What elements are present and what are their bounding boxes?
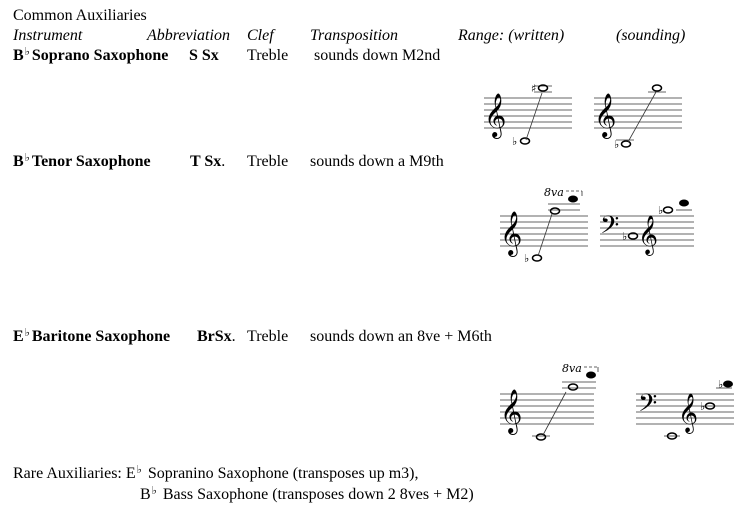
low-note — [622, 141, 631, 147]
treble-clef-icon: 𝄞 — [500, 211, 523, 255]
mid-note — [569, 384, 578, 390]
instrument-name: Soprano Saxophone — [31, 47, 169, 64]
column-header-abbreviation: Abbreviation — [147, 27, 230, 44]
instrument-name: Tenor Saxophone — [31, 153, 151, 170]
low-note — [521, 138, 530, 144]
high-note — [569, 196, 578, 202]
rare-text: Sopranino Saxophone (transposes up m3), — [143, 465, 419, 482]
abbreviation-baritone — [197, 328, 236, 346]
transposition-tenor: sounds down a M9th — [310, 153, 444, 170]
treble-clef-icon: 𝄞 — [500, 389, 523, 433]
flat-accidental-icon: ♭ — [512, 135, 518, 148]
treble-clef-icon: 𝄞 — [484, 93, 507, 137]
instrument-key: B — [13, 47, 24, 64]
rare-auxiliaries-line-2 — [140, 486, 474, 505]
column-header-transposition: Transposition — [310, 27, 399, 44]
flat-accidental-icon: ♭ — [614, 138, 620, 151]
clef-baritone: Treble — [247, 328, 289, 345]
flat-sign: ♭ — [151, 485, 157, 497]
flat-accidental-icon: ♭ — [718, 378, 724, 391]
instrument-baritone-saxophone — [13, 328, 170, 347]
column-header-range-written: Range: (written) — [458, 27, 565, 44]
abbreviation-suffix: . — [231, 328, 236, 345]
rare-text: Bass Saxophone (transposes down 2 8ves + M2) — [158, 486, 474, 503]
octave-marking: 8va — [544, 186, 564, 199]
flat-sign: ♭ — [24, 152, 30, 164]
column-header-range-sounding: (sounding) — [616, 27, 686, 44]
flat-accidental-icon: ♭ — [524, 252, 530, 265]
baritone-sounding-range-staff — [632, 362, 742, 444]
transposition-soprano: sounds down M2nd — [314, 47, 441, 64]
transposition-baritone: sounds down an 8ve + M6th — [310, 328, 492, 345]
instrument-key: E — [13, 328, 24, 345]
section-heading: Common Auxiliaries — [13, 7, 147, 24]
instrument-key: B — [13, 153, 24, 170]
sharp-accidental-icon: ♯ — [531, 82, 537, 95]
mid-note — [664, 207, 673, 213]
low-note — [537, 434, 546, 440]
flat-sign: ♭ — [24, 327, 30, 339]
tenor-sounding-range-staff — [596, 184, 706, 264]
range-line — [628, 92, 656, 142]
ledger-lines — [548, 204, 580, 210]
flat-accidental-icon: ♭ — [700, 400, 706, 413]
column-header-clef: Clef — [247, 27, 274, 44]
instrument-soprano-saxophone — [13, 47, 168, 66]
range-line — [526, 93, 542, 140]
flat-sign: ♭ — [24, 46, 30, 58]
range-line — [538, 214, 552, 256]
range-line — [543, 392, 566, 435]
rare-auxiliaries-line-1 — [13, 465, 418, 484]
flat-accidental-icon: ♭ — [658, 204, 664, 217]
high-note — [587, 372, 596, 378]
bass-clef-icon: 𝄢 — [600, 211, 620, 246]
abbreviation-suffix: . — [221, 153, 226, 170]
mid-note — [551, 208, 560, 214]
treble-clef-icon: 𝄞 — [638, 215, 659, 255]
tenor-written-range-staff — [496, 184, 596, 264]
instrument-tenor-saxophone — [13, 153, 151, 172]
soprano-written-range-staff — [480, 78, 580, 150]
high-note — [680, 200, 689, 206]
ledger-lines — [532, 382, 596, 436]
baritone-written-range-staff — [496, 362, 602, 444]
rare-key: B — [140, 486, 151, 503]
low-note — [533, 255, 542, 261]
treble-clef-icon: 𝄞 — [594, 93, 617, 137]
flat-accidental-icon: ♭ — [622, 230, 628, 243]
rare-key: E — [125, 465, 136, 482]
abbreviation-soprano: S Sx — [189, 47, 219, 64]
abbreviation-text: BrSx — [197, 328, 232, 345]
column-header-instrument: Instrument — [13, 27, 83, 44]
abbreviation-tenor — [190, 153, 225, 171]
bass-clef-icon: 𝄢 — [638, 389, 658, 424]
treble-clef-icon: 𝄞 — [678, 393, 699, 433]
soprano-sounding-range-staff — [590, 78, 690, 150]
octave-marking: 8va — [562, 362, 582, 375]
instrument-name: Baritone Saxophone — [31, 328, 171, 345]
clef-tenor: Treble — [247, 153, 289, 170]
rare-label: Rare Auxiliaries: — [13, 465, 126, 482]
flat-sign: ♭ — [136, 464, 142, 476]
high-note — [653, 85, 662, 91]
abbreviation-text: T Sx — [190, 153, 222, 170]
high-note — [724, 381, 733, 387]
clef-soprano: Treble — [247, 47, 289, 64]
